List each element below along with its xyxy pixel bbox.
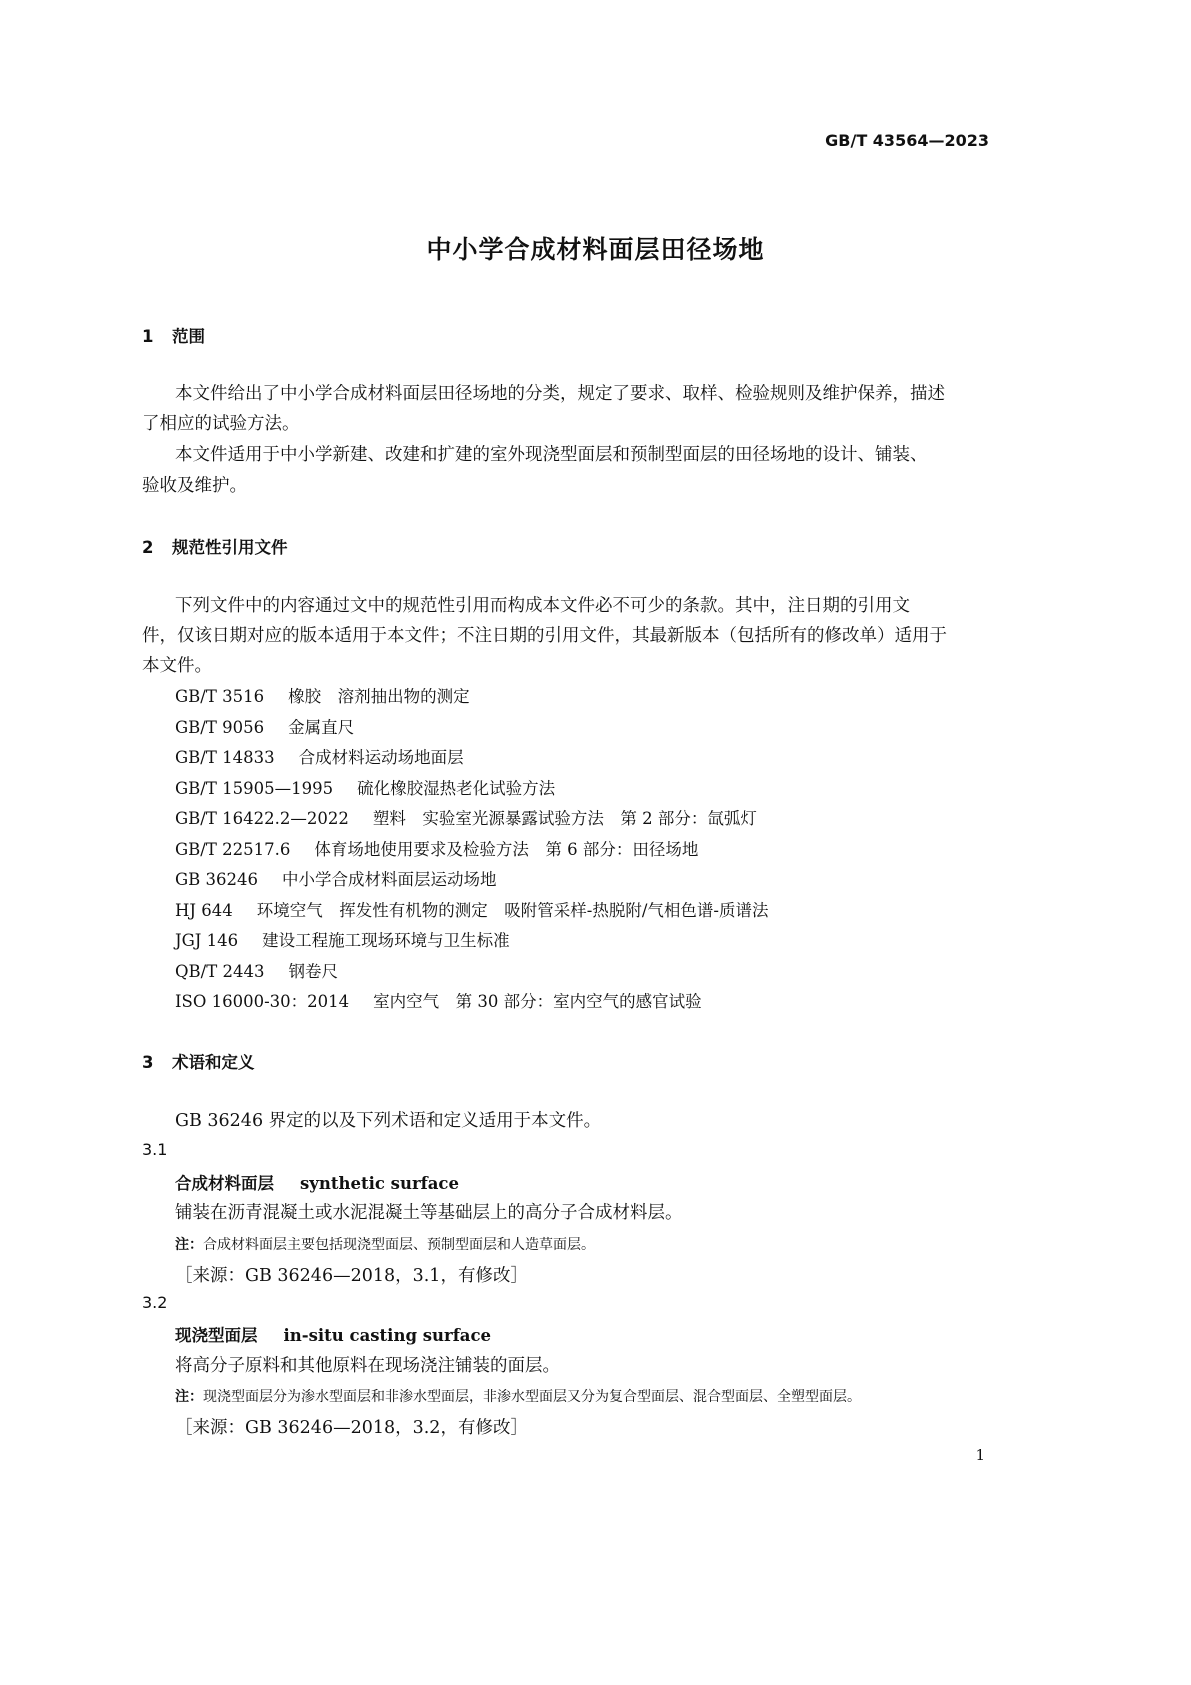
term-number: 3.1 [142, 1140, 168, 1159]
s1-paragraph-2-line-2: 验收及维护。 [142, 476, 247, 496]
section-number: 1 [142, 327, 154, 346]
normative-reference-item: GB 36246 中小学合成材料面层运动场地 [175, 870, 497, 889]
term-heading [175, 1170, 459, 1194]
s3-intro: GB 36246 界定的以及下列术语和定义适用于本文件。 [175, 1111, 602, 1131]
standard-number: GB/T 43564—2023 [825, 131, 989, 150]
s2-paragraph-line-3: 本文件。 [142, 656, 212, 676]
term-definition: 铺装在沥青混凝土或水泥混凝土等基础层上的高分子合成材料层。 [175, 1203, 683, 1223]
note-text: 现浇型面层分为渗水型面层和非渗水型面层，非渗水型面层又分为复合型面层、混合型面层、全塑型面层。 [203, 1389, 861, 1405]
note-label: 注： [175, 1389, 203, 1405]
section-2-heading [142, 534, 288, 558]
section-title: 范围 [172, 327, 205, 346]
term-note [175, 1386, 861, 1406]
section-3-heading [142, 1049, 255, 1073]
s1-paragraph-2-line-1: 本文件适用于中小学新建、改建和扩建的室外现浇型面层和预制型面层的田径场地的设计、铺装、 [175, 445, 928, 465]
s1-paragraph-1-line-2: 了相应的试验方法。 [142, 414, 300, 434]
term-zh: 现浇型面层 [175, 1326, 258, 1345]
normative-reference-item: GB/T 9056 金属直尺 [175, 718, 355, 737]
section-title: 规范性引用文件 [172, 538, 288, 557]
term-definition: 将高分子原料和其他原料在现场浇注铺装的面层。 [175, 1356, 560, 1376]
s2-paragraph-line-2: 件，仅该日期对应的版本适用于本文件；不注日期的引用文件，其最新版本（包括所有的修改单）适用于 [142, 626, 947, 646]
normative-reference-item: QB/T 2443 钢卷尺 [175, 962, 338, 981]
term-en: in-situ casting surface [283, 1326, 492, 1345]
term-number: 3.2 [142, 1293, 168, 1312]
section-number: 2 [142, 538, 154, 557]
normative-reference-item: GB/T 3516 橡胶 溶剂抽出物的测定 [175, 687, 470, 706]
section-number: 3 [142, 1053, 154, 1072]
note-label: 注： [175, 1237, 203, 1253]
s2-paragraph-line-1: 下列文件中的内容通过文中的规范性引用而构成本文件必不可少的条款。其中，注日期的引用文 [175, 596, 910, 616]
term-note [175, 1234, 595, 1254]
normative-reference-item: GB/T 15905—1995 硫化橡胶湿热老化试验方法 [175, 779, 556, 798]
normative-reference-item: GB/T 16422.2—2022 塑料 实验室光源暴露试验方法 第 2 部分：氙弧灯 [175, 809, 757, 828]
s1-paragraph-1-line-1: 本文件给出了中小学合成材料面层田径场地的分类，规定了要求、取样、检验规则及维护保养，描述 [175, 384, 945, 404]
term-source: ［来源：GB 36246—2018，3.1，有修改］ [175, 1266, 528, 1286]
normative-reference-item: ISO 16000-30：2014 室内空气 第 30 部分：室内空气的感官试验 [175, 992, 702, 1011]
term-en: synthetic surface [300, 1174, 459, 1193]
section-1-heading [142, 323, 205, 347]
normative-reference-item: HJ 644 环境空气 挥发性有机物的测定 吸附管采样-热脱附/气相色谱-质谱法 [175, 901, 769, 920]
page-number: 1 [975, 1446, 985, 1464]
term-source: ［来源：GB 36246—2018，3.2，有修改］ [175, 1418, 528, 1438]
term-heading [175, 1322, 491, 1346]
term-zh: 合成材料面层 [175, 1174, 274, 1193]
normative-reference-item: GB/T 14833 合成材料运动场地面层 [175, 748, 464, 767]
section-title: 术语和定义 [172, 1053, 255, 1072]
normative-reference-item: GB/T 22517.6 体育场地使用要求及检验方法 第 6 部分：田径场地 [175, 840, 699, 859]
normative-reference-item: JGJ 146 建设工程施工现场环境与卫生标准 [175, 931, 510, 950]
document-title: 中小学合成材料面层田径场地 [426, 235, 765, 264]
note-text: 合成材料面层主要包括现浇型面层、预制型面层和人造草面层。 [203, 1237, 595, 1253]
